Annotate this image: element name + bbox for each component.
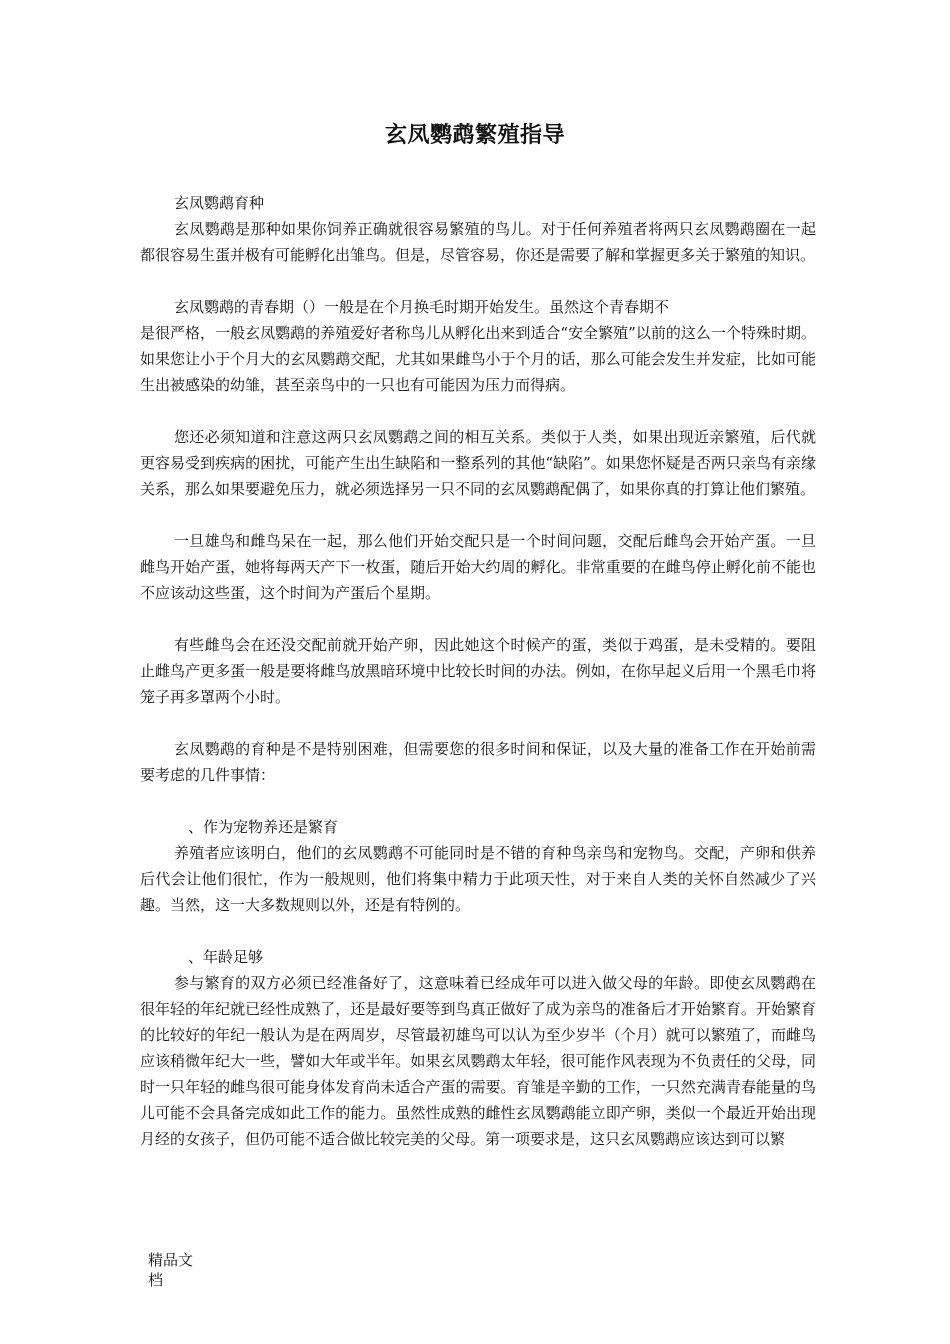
paragraph-relationship: 您还必须知道和注意这两只玄凤鹦鹉之间的相互关系。类似于人类，如果出现近亲繁殖，后代就更容易受到疾病的困扰，可能产生出生缺陷和一整系列的其他“缺陷”。如果您怀疑是否两只亲鸟有亲缘关系，那么如果要避免压力，就必须选择另一只不同的玄凤鹦鹉配偶了，如果你真的打算让他们繁殖。 xyxy=(140,428,816,498)
paragraph-gap xyxy=(140,918,816,944)
paragraph-gap xyxy=(140,710,816,736)
paragraph-puberty-start: 玄凤鹦鹉的青春期（）一般是在个月换毛时期开始发生。虽然这个青春期不 xyxy=(174,298,670,316)
item-heading-age: 、年龄足够 xyxy=(188,948,264,966)
footer-line-1: 精品文 xyxy=(148,1251,194,1269)
document-title: 玄凤鹦鹉繁殖指导 xyxy=(384,123,565,148)
paragraph-gap xyxy=(140,268,816,294)
paragraph-considerations: 玄凤鹦鹉的育种是不是特别困难，但需要您的很多时间和保证，以及大量的准备工作在开始前需要考虑的几件事情： xyxy=(140,740,816,784)
paragraph-gap xyxy=(140,398,816,424)
paragraph-intro: 玄凤鹦鹉是那种如果你饲养正确就很容易繁殖的鸟儿。对于任何养殖者将两只玄凤鹦鹉圈在一起都很容易生蛋并极有可能孵化出雏鸟。但是，尽管容易，你还是需要了解和掌握更多关于繁殖的知识。 xyxy=(140,220,816,264)
paragraph-puberty-cont: 是很严格，一般玄凤鹦鹉的养殖爱好者称鸟儿从孵化出来到适合“安全繁殖”以前的这么一个特殊时期。如果您让小于个月大的玄凤鹦鹉交配，尤其如果雌鸟小于个月的话，那么可能会发生并发症，比如可能生出被感染的幼雏，甚至亲鸟中的一只也有可能因为压力而得病。 xyxy=(140,324,816,394)
paragraph-gap xyxy=(140,502,816,528)
paragraph-gap xyxy=(140,606,816,632)
paragraph-unfertilized: 有些雌鸟会在还没交配前就开始产卵，因此她这个时候产的蛋，类似于鸡蛋，是未受精的。要阻止雌鸟产更多蛋一般是要将雌鸟放黑暗环境中比较长时间的办法。例如，在你早起义后用一个黑毛巾将笼子再多罩两个小时。 xyxy=(140,636,816,706)
document-body xyxy=(140,190,816,1152)
footer-line-2: 档 xyxy=(148,1271,164,1289)
item-body-pet-or-breed: 养殖者应该明白，他们的玄凤鹦鹉不可能同时是不错的育种鸟亲鸟和宠物鸟。交配，产卵和供养后代会让他们很忙，作为一般规则，他们将集中精力于此项天性，对于来自人类的关怀自然减少了兴趣。当然，这一大多数规则以外，还是有特例的。 xyxy=(140,844,816,914)
footer-watermark xyxy=(148,1250,218,1290)
section-heading: 玄凤鹦鹉育种 xyxy=(174,194,265,212)
paragraph-mating: 一旦雄鸟和雌鸟呆在一起，那么他们开始交配只是一个时间问题，交配后雌鸟会开始产蛋。一旦雌鸟开始产蛋，她将每两天产下一枚蛋，随后开始大约周的孵化。非常重要的在雌鸟停止孵化前不能也不应该动这些蛋，这个时间为产蛋后个星期。 xyxy=(140,532,816,602)
item-body-age: 参与繁育的双方必须已经准备好了，这意味着已经成年可以进入做父母的年龄。即使玄凤鹦鹉在很年轻的年纪就已经性成熟了，还是最好要等到鸟真正做好了成为亲鸟的准备后才开始繁育。开始繁育的比较好的年纪一般认为是在两周岁，尽管最初雄鸟可以认为至少岁半（个月）就可以繁殖了，而雌鸟应该稍微年纪大一些，譬如大年或半年。如果玄凤鹦鹉太年轻，很可能作风表现为不负责任的父母，同时一只年轻的雌鸟很可能身体发育尚未适合产蛋的需要。育雏是辛勤的工作，一只然充满青春能量的鸟儿可能不会具备完成如此工作的能力。虽然性成熟的雌性玄凤鹦鹉能立即产卵，类似一个最近开始出现月经的女孩子，但仍可能不适合做比较完美的父母。第一项要求是，这只玄凤鹦鹉应该达到可以繁 xyxy=(140,974,816,1148)
item-heading-pet-or-breed: 、作为宠物养还是繁育 xyxy=(188,818,339,836)
paragraph-gap xyxy=(140,788,816,814)
